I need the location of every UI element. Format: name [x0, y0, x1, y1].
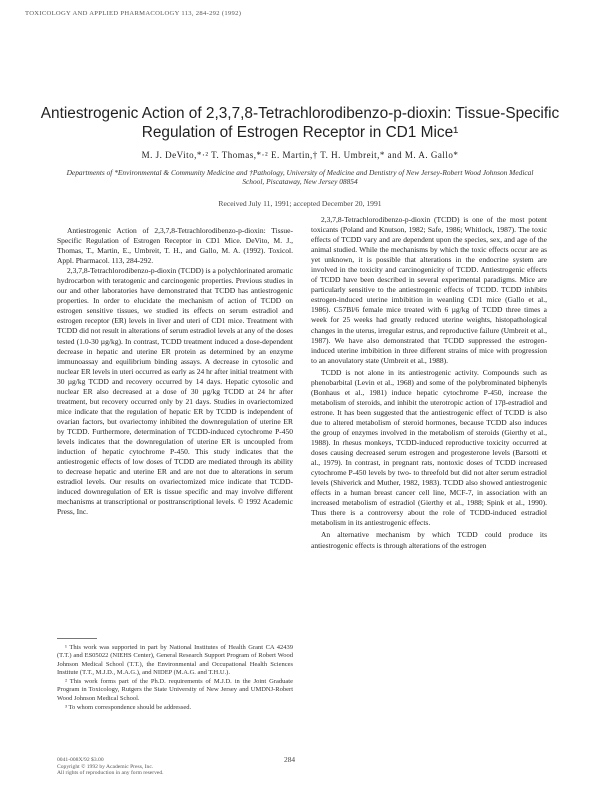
footnote-3: ³ To whom correspondence should be addressed. [65, 704, 192, 712]
body-paragraph: An alternative mechanism by which TCDD could produce its antiestrogenic effects is through alterations of the estrogen [311, 530, 547, 550]
abstract-column [57, 226, 293, 517]
footnote-1: ¹ This work was supported in part by National Institutes of Health Grant CA 42439 (T.T.) and ES05022 (NIEHS Center), General Research Support Program of Robert Wood Johnson Medical School (T.T.), the Environmental and Occupational Health Sciences Institute (T.T., M.J.D., M.A.G.), and NIDEP (M.A.G. and T.H.U.). [57, 644, 293, 676]
abstract-citation: Antiestrogenic Action of 2,3,7,8-Tetrachlorodibenzo-p-dioxin: Tissue-Specific Regulation of Estrogen Receptor in CD1 Mice. DeVito, M. J., Thomas, T., Martin, E., Umbreit, T. H., and Gallo, M. A. (1992). Toxicol. Appl. Pharmacol. 113, 284-292. [57, 226, 293, 266]
copyright-line: Copyright © 1992 by Academic Press, Inc. [57, 763, 154, 770]
footnote-2: ² This work forms part of the Ph.D. requirements of M.J.D. in the Joint Graduate Program in Toxicology, Rutgers the State University of New Jersey and UMDNJ-Robert Wood Johnson Medical School. [57, 678, 293, 702]
author-list: M. J. DeVito,*·² T. Thomas,*·² E. Martin,† T. H. Umbreit,* and M. A. Gallo* [141, 150, 459, 160]
abstract-body: 2,3,7,8-Tetrachlorodibenzo-p-dioxin (TCDD) is a polychlorinated aromatic hydrocarbon with teratogenic and carcinogenic properties. Previous studies in our and other laboratories have demonstrated that TCDD has antiestrogenic properties. In order to elucidate the mechanism of action of TCDD on estrogen sensitive tissues, we studied its effects on serum estradiol and estrogen receptor (ER) levels in liver and uteri of CD1 mice. Treatment with TCDD did not result in alterations of serum estradiol levels at any of the doses tested (1.0-30 µg/kg). In contrast, TCDD treatment induced a dose-dependent decrease in hepatic and uterine ER protein as determined by an enzyme immunoassay and equilibrium binding assays. A decrease in cytosolic and nuclear ER levels in uteri occurred as early as 24 hr after initial treatment with 30 µg/kg TCDD and recovery occurred by 14 days. Hepatic cytosolic and nuclear ER also decreased at a dose of 30 µg/kg TCDD at 24 hr after treatment, but recovery occurred only by 21 days. Studies in ovariectomized mice indicate that the regulation of hepatic ER by TCDD is independent of ovarian factors, but ovariectomy inhibited the downregulation of uterine ER by TCDD. Furthermore, determination of TCDD-induced cytochrome P-450 levels indicates that the downregulation of uterine ER is uncoupled from induction of hepatic cytochrome P-450. This study indicates that the antiestrogenic effects of low doses of TCDD are mediated through its ability to decrease hepatic and uterine ER and are not due to alterations in serum estradiol levels. Our results on ovariectomized mice indicate that TCDD-induced downregulation of ER is tissue specific and may involve different mechanisms at transcriptional or posttranscriptional levels. © 1992 Academic Press, Inc. [57, 266, 293, 517]
article-title: Antiestrogenic Action of 2,3,7,8-Tetrachlorodibenzo-p-dioxin: Tissue-Specific Regulation of Estrogen Receptor in CD1 Mice¹ [40, 105, 560, 141]
body-paragraph: 2,3,7,8-Tetrachlorodibenzo-p-dioxin (TCDD) is one of the most potent toxicants (Poland and Knutson, 1982; Safe, 1986; Whitlock, 1987). The toxic effects of TCDD vary and are dependent upon the species, sex, and age of the animal studied. While the mechanisms by which the toxic effects occur are as yet unknown, it is possible that alterations in the endocrine system are involved in the toxicity and carcinogenicity of TCDD. Antiestrogenic effects of TCDD have been described in several experimental paradigms. Mice are particularly sensitive to the antiestrogenic effects of TCDD. TCDD inhibits estrogen-induced uterine imbibition in weanling CD1 mice (Gallo et al., 1986). C57Bl/6 female mice treated with 6 µg/kg of TCDD three times a week for 25 weeks had greatly reduced uterine weights, histopathological changes in the uterus, irregular estrus, and reproductive failure (Umbreit et al., 1987). We have also demonstrated that TCDD suppressed the estrogen-induced uterine imbibition in three different strains of mice with progression to an anovulatory state (Umbreit et al., 1988). [311, 215, 547, 365]
page-number: 284 [284, 755, 296, 764]
copyright-line: All rights of reproduction in any form reserved. [57, 770, 164, 777]
footnotes [57, 638, 293, 713]
footnote-rule [57, 638, 97, 639]
body-paragraph: TCDD is not alone in its antiestrogenic activity. Compounds such as phenobarbital (Levin et al., 1968) and some of the polybrominated biphenyls (Bonhaus et al., 1981) induce hepatic cytochrome P-450, increase the metabolism of steroids, and inhibit the uterotropic action of 17β-estradiol and estrone. It has been suggested that the antiestrogenic effect of TCDD is also due to altered metabolism of steroid hormones, because TCDD also induces the group of enzymes involved in the metabolism of steroids (Gierthy et al., 1988). In rhesus monkeys, TCDD-induced reproductive toxicity occurred at doses causing decreased serum estrogen and progesterone levels (Barsotti et al., 1979). In contrast, in pregnant rats, nontoxic doses of TCDD increased cytochrome P-450 levels by two- to threefold but did not alter serum estradiol levels (Shiverick and Muther, 1982, 1983). TCDD also showed antiestrogenic effects in a human breast cancer cell line, MCF-7, in association with an increased metabolism of estradiol (Gierthy et al., 1988; Spink et al., 1990). Thus there is a controversy about the role of TCDD-induced estradiol metabolism in its antiestrogenic effects. [311, 367, 547, 528]
journal-header: TOXICOLOGY AND APPLIED PHARMACOLOGY 113, 284-292 (1992) [25, 10, 242, 17]
copyright-line: 0041-008X/92 $3.00 [57, 757, 104, 763]
affiliation: Departments of *Environmental & Community Medicine and †Pathology, University of Medicine and Dentistry of New Jersey-Robert Wood Johnson Medical School, Piscataway, New Jersey 08854 [66, 168, 534, 186]
received-dates: Received July 11, 1991; accepted December 20, 1991 [218, 199, 382, 208]
introduction-column [311, 215, 547, 551]
copyright-notice [57, 757, 164, 777]
